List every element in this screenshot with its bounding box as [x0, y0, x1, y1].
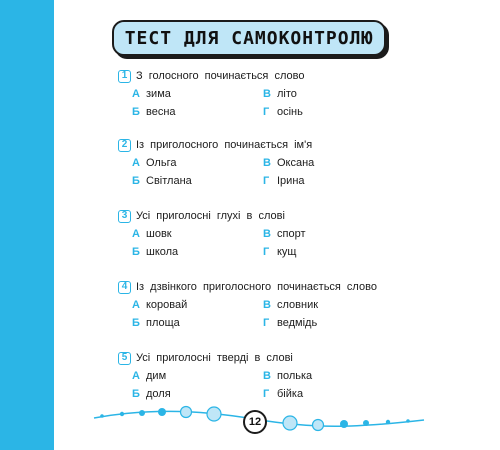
question-text: Із приголосного починається ім'я [136, 139, 313, 151]
option-text: ведмідь [277, 317, 318, 329]
option-letter: Г [263, 246, 270, 258]
option-g[interactable] [263, 106, 303, 118]
question-header [118, 279, 458, 295]
left-accent-bar [0, 0, 54, 450]
question-4 [118, 279, 458, 329]
decor-dot [120, 412, 124, 416]
question-header [118, 208, 458, 224]
option-text: Ірина [277, 175, 305, 187]
option-letter: В [263, 157, 271, 169]
question-5 [118, 350, 458, 400]
option-text: площа [146, 317, 180, 329]
option-b[interactable] [132, 106, 176, 118]
option-a[interactable] [132, 157, 176, 169]
option-letter: Б [132, 175, 140, 187]
option-letter: А [132, 299, 140, 311]
decor-dot [207, 407, 221, 421]
page-title: ТЕСТ ДЛЯ САМОКОНТРОЛЮ [112, 20, 386, 56]
option-letter: Б [132, 246, 140, 258]
decor-dot [283, 416, 297, 430]
option-text: словник [277, 299, 319, 311]
page-number: 12 [243, 410, 267, 434]
option-a[interactable] [132, 228, 172, 240]
option-letter: В [263, 299, 271, 311]
option-letter: А [132, 228, 140, 240]
option-letter: А [132, 157, 140, 169]
question-1 [118, 68, 458, 118]
option-b[interactable] [132, 317, 180, 329]
decor-dot [406, 419, 410, 423]
question-number: 3 [118, 210, 131, 223]
option-letter: Г [263, 388, 270, 400]
option-text: літо [277, 88, 297, 100]
decor-dot [158, 408, 166, 416]
option-a[interactable] [132, 299, 187, 311]
option-g[interactable] [263, 317, 317, 329]
question-header [118, 68, 458, 84]
option-letter: Г [263, 175, 270, 187]
question-header [118, 350, 458, 366]
option-g[interactable] [263, 175, 305, 187]
question-text: Усі приголосні глухі в слові [136, 210, 285, 222]
option-v[interactable] [263, 299, 318, 311]
option-v[interactable] [263, 228, 306, 240]
option-text: школа [146, 246, 179, 258]
question-number: 4 [118, 281, 131, 294]
option-text: полька [277, 370, 313, 382]
option-text: спорт [277, 228, 306, 240]
option-g[interactable] [263, 246, 297, 258]
option-text: зима [146, 88, 171, 100]
option-a[interactable] [132, 370, 166, 382]
option-v[interactable] [263, 88, 297, 100]
option-letter: В [263, 370, 271, 382]
option-text: осінь [277, 106, 303, 118]
question-2 [118, 137, 458, 187]
question-text: З голосного починається слово [136, 70, 305, 82]
option-letter: Б [132, 317, 140, 329]
question-text: Із дзвінкого приголосного починається слово [136, 281, 377, 293]
option-v[interactable] [263, 157, 314, 169]
question-number: 5 [118, 352, 131, 365]
option-letter: Г [263, 106, 270, 118]
option-letter: Г [263, 317, 270, 329]
option-letter: В [263, 228, 271, 240]
option-letter: В [263, 88, 271, 100]
option-text: шовк [146, 228, 172, 240]
option-text: кущ [277, 246, 297, 258]
question-number: 2 [118, 139, 131, 152]
question-3 [118, 208, 458, 258]
decor-dot [100, 414, 104, 418]
option-text: бійка [277, 388, 304, 400]
option-text: Світлана [146, 175, 192, 187]
option-text: Ольга [146, 157, 177, 169]
option-letter: Б [132, 388, 140, 400]
decor-dot [313, 420, 324, 431]
decor-dot [340, 420, 348, 428]
decor-dot [181, 407, 192, 418]
decor-dot [386, 420, 390, 424]
option-letter: Б [132, 106, 140, 118]
option-text: весна [146, 106, 176, 118]
option-text: Оксана [277, 157, 315, 169]
option-letter: А [132, 370, 140, 382]
question-text: Усі приголосні тверді в слові [136, 352, 293, 364]
option-b[interactable] [132, 175, 192, 187]
option-text: дим [146, 370, 167, 382]
decor-dot [363, 420, 369, 426]
option-text: доля [146, 388, 171, 400]
option-text: коровай [146, 299, 188, 311]
option-v[interactable] [263, 370, 312, 382]
question-number: 1 [118, 70, 131, 83]
option-a[interactable] [132, 88, 171, 100]
option-letter: А [132, 88, 140, 100]
decor-dot [139, 410, 145, 416]
question-header [118, 137, 458, 153]
option-b[interactable] [132, 246, 178, 258]
